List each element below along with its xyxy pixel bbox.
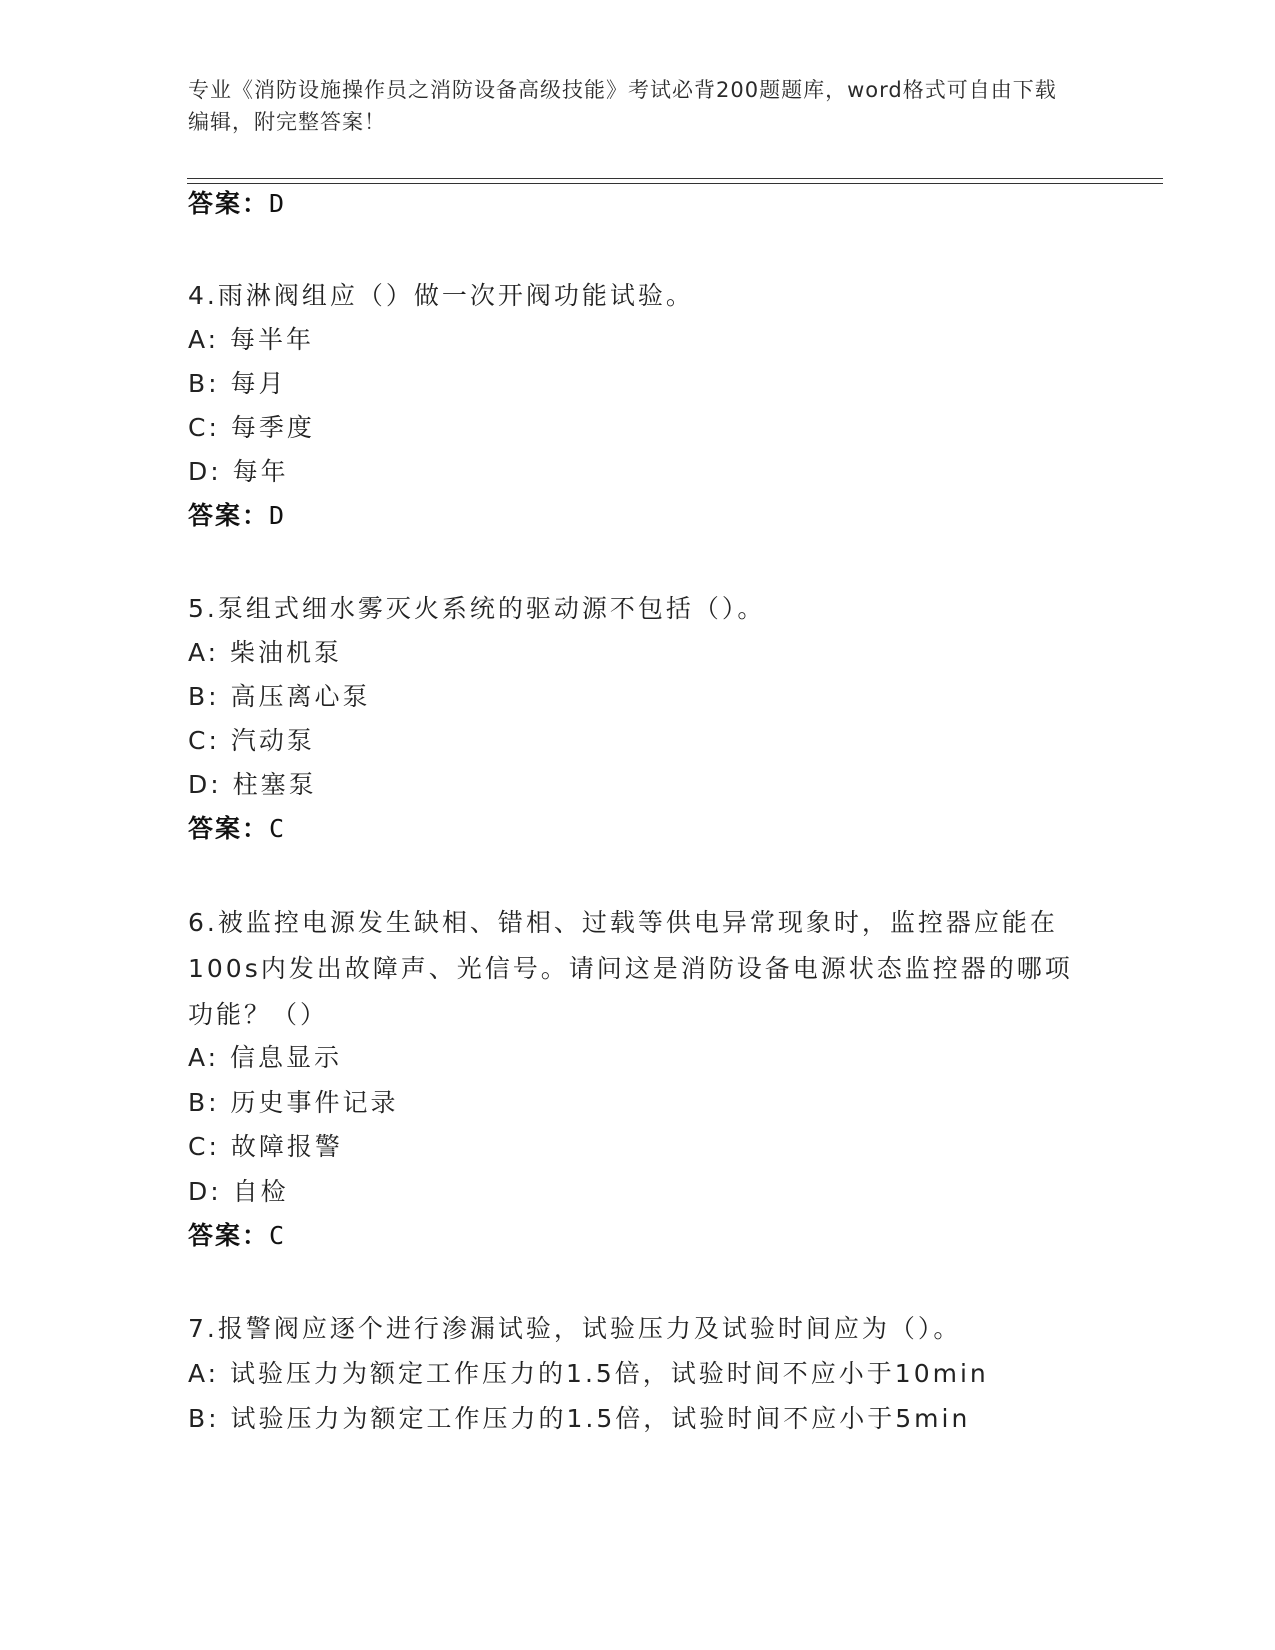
header-divider-bottom	[187, 183, 1163, 184]
question-5-option-a: A: 柴油机泵	[188, 638, 343, 667]
question-7-option-b: B: 试验压力为额定工作压力的1.5倍，试验时间不应小于5min	[188, 1404, 971, 1433]
answer-value: D	[269, 189, 287, 218]
question-4-option-d: D: 每年	[188, 457, 289, 486]
answer-label: 答案：	[188, 501, 270, 530]
question-6-option-d: D: 自检	[188, 1177, 289, 1206]
question-6-option-b: B: 历史事件记录	[188, 1088, 399, 1117]
question-7-option-a: A: 试验压力为额定工作压力的1.5倍，试验时间不应小于10min	[188, 1359, 989, 1388]
question-4-option-b: B: 每月	[188, 369, 287, 398]
question-4-option-c: C: 每季度	[188, 413, 315, 442]
question-5-option-d: D: 柱塞泵	[188, 770, 317, 799]
answer-prev	[188, 188, 286, 220]
question-7-text: 7.报警阀应逐个进行渗漏试验，试验压力及试验时间应为（）。	[188, 1314, 962, 1343]
header-divider-top	[187, 178, 1163, 179]
answer-label: 答案：	[188, 814, 270, 843]
question-6-option-a: A: 信息显示	[188, 1043, 343, 1072]
document-header-title: 专业《消防设施操作员之消防设备高级技能》考试必背200题题库，word格式可自由下载编辑，附完整答案！	[188, 78, 1057, 134]
answer-value: C	[269, 814, 287, 843]
question-5-text: 5.泵组式细水雾灭火系统的驱动源不包括（）。	[188, 594, 766, 623]
question-5-answer	[188, 813, 286, 845]
question-4-text: 4.雨淋阀组应（）做一次开阀功能试验。	[188, 281, 694, 310]
question-6-text: 6.被监控电源发生缺相、错相、过载等供电异常现象时，监控器应能在100s内发出故障声、光信号。请问这是消防设备电源状态监控器的哪项功能？（）	[188, 908, 1073, 1029]
question-4-answer	[188, 500, 286, 532]
question-5-option-b: B: 高压离心泵	[188, 682, 371, 711]
question-5-option-c: C: 汽动泵	[188, 726, 315, 755]
answer-label: 答案：	[188, 189, 270, 218]
question-6-answer	[188, 1220, 286, 1252]
question-4-option-a: A: 每半年	[188, 325, 315, 354]
answer-label: 答案：	[188, 1221, 270, 1250]
answer-value: C	[269, 1221, 287, 1250]
question-6-option-c: C: 故障报警	[188, 1132, 343, 1161]
answer-value: D	[269, 501, 287, 530]
